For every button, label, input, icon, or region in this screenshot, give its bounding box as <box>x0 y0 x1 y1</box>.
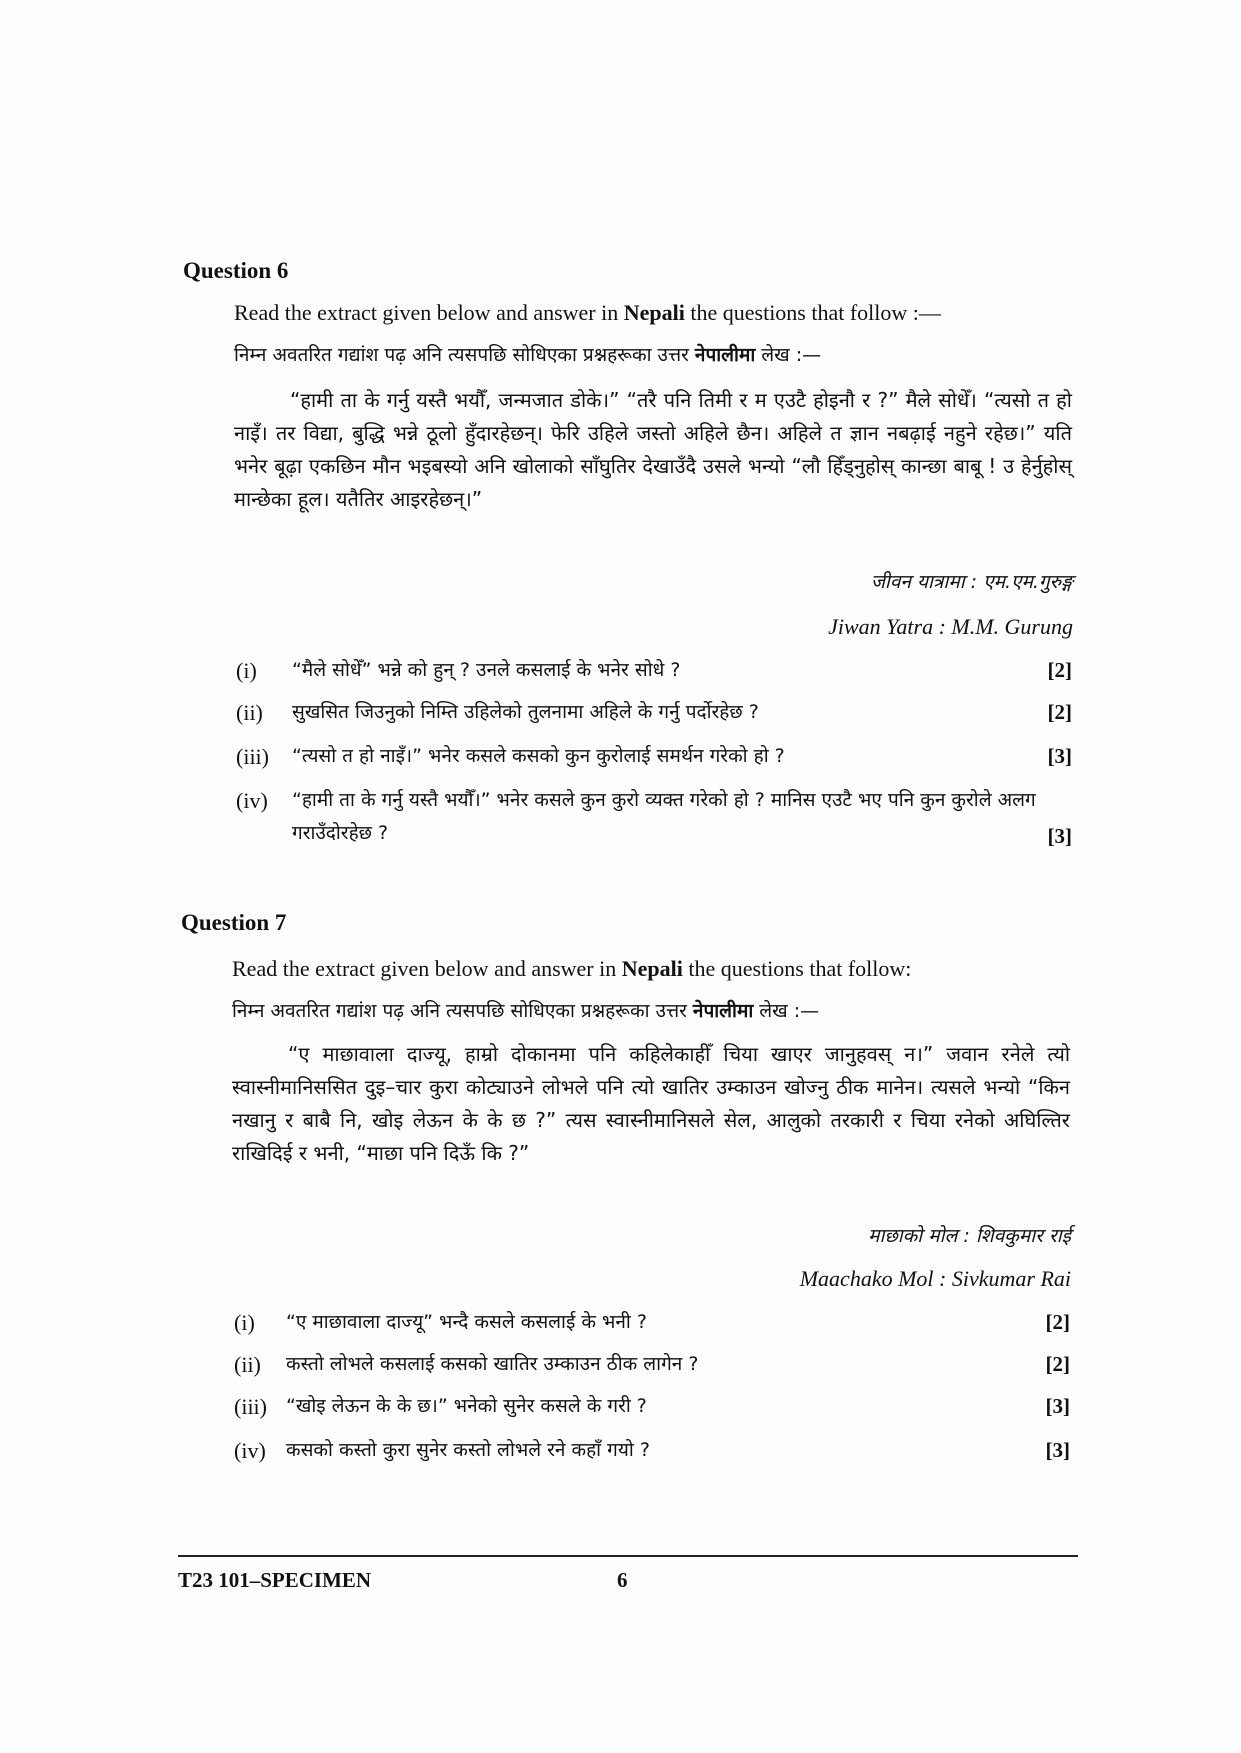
question-7-subquestion <box>234 1306 1070 1340</box>
question-6-subquestion <box>236 654 1072 688</box>
subquestion-text: कसको कस्तो कुरा सुनेर कस्तो लोभले रने कहाँ गयो ? <box>286 1439 650 1461</box>
subquestion-number: (i) <box>236 658 257 683</box>
footer-page-number: 6 <box>617 1568 628 1592</box>
subquestion-text: “हामी ता के गर्नु यस्तै भयौँ।” भनेर कसले कुन कुरो व्यक्त गरेको हो ? मानिस एउटै भए पनि कुन कुरोले अलग गराउँदोरहेछ ? <box>292 789 1036 844</box>
question-6-passage: “हामी ता के गर्नु यस्तै भयौँ, जन्मजात डोके।” “तरै पनि तिमी र म एउटै होइनौ र ?” मैले सोधेँ। “त्यसो त हो नाइँ। तर विद्या, बुद्धि भन्ने ठूलो हुँदारहेछन्। फेरि उहिले जस्तो अहिले छैन। अहिले त ज्ञान नबढ़ाई नहुने रहेछ।” यति भनेर बूढ़ा एकछिन मौन भइबस्यो अनि खोलाको साँघुतिर देखाउँदै उसले भन्यो “लौ हिँड्नुहोस् कान्छा बाबू ! उ हेर्नुहोस् मान्छेका हूल। यतैतिर आइरहेछन्।” <box>234 388 1072 511</box>
subquestion-marks: [2] <box>1045 1310 1070 1334</box>
subquestion-text: “ए माछावाला दाज्यू” भन्दै कसले कसलाई के भनी ? <box>286 1311 647 1333</box>
footer-specimen-code: T23 101–SPECIMEN <box>178 1568 372 1592</box>
subquestion-marks: [2] <box>1047 658 1072 682</box>
footer-rule <box>178 1555 1078 1557</box>
question-6-subquestion <box>236 696 1072 730</box>
question-7-credit-english: Maachako Mol : Sivkumar Rai <box>799 1266 1071 1291</box>
question-6-credit-english: Jiwan Yatra : M.M. Gurung <box>828 614 1073 639</box>
subquestion-marks: [3] <box>1047 824 1072 848</box>
subquestion-text: सुखसित जिउनुको निम्ति उहिलेको तुलनामा अहिले के गर्नु पर्दोरहेछ ? <box>292 701 759 723</box>
subquestion-text: “खोइ लेऊन के के छ।” भनेको सुनेर कसले के गरी ? <box>286 1395 647 1417</box>
subquestion-number: (i) <box>234 1310 255 1335</box>
subquestion-number: (iv) <box>236 788 268 813</box>
subquestion-marks: [3] <box>1045 1394 1070 1418</box>
subquestion-marks: [3] <box>1045 1438 1070 1462</box>
question-7-subquestion <box>234 1434 1070 1468</box>
question-6-instruction-en: Read the extract given below and answer in Nepali the questions that follow :— <box>234 300 941 325</box>
question-6-credit-nepali: जीवन यात्रामा : एम.एम.गुरुङ्ग <box>870 571 1073 593</box>
subquestion-number: (ii) <box>234 1352 261 1377</box>
subquestion-number: (ii) <box>236 700 263 725</box>
subquestion-text: कस्तो लोभले कसलाई कसको खातिर उम्काउन ठीक लागेन ? <box>286 1353 699 1375</box>
subquestion-number: (iv) <box>234 1438 266 1463</box>
question-7-subquestion <box>234 1348 1070 1382</box>
question-7-title: Question 7 <box>181 910 287 935</box>
subquestion-marks: [3] <box>1047 744 1072 768</box>
question-7-passage: “ए माछावाला दाज्यू, हाम्रो दोकानमा पनि कहिलेकाहीँ चिया खाएर जानुहवस् न।” जवान रनेले त्यो स्वास्नीमानिससित दुइ–चार कुरा कोट्याउने लोभले पनि त्यो खातिर उम्काउन खोज्नु ठीक मानेन। त्यसले भन्यो “किन नखानु र बाबै नि, खोइ लेऊन के के छ ?” त्यस स्वास्नीमानिसले सेल, आलुको तरकारी र चिया रनेको अघिल्तिर राखिदिई र भनी, “माछा पनि दिऊँ कि ?” <box>232 1042 1070 1165</box>
question-7-instruction-en: Read the extract given below and answer in Nepali the questions that follow: <box>232 956 912 981</box>
question-7-subquestion <box>234 1390 1070 1424</box>
subquestion-marks: [2] <box>1045 1352 1070 1376</box>
question-6-subquestion <box>236 740 1072 774</box>
subquestion-number: (iii) <box>236 744 269 769</box>
subquestion-number: (iii) <box>234 1394 267 1419</box>
question-6-subquestion <box>236 784 1072 854</box>
subquestion-marks: [2] <box>1047 700 1072 724</box>
question-6-title: Question 6 <box>183 258 289 283</box>
question-6-instruction-np: निम्न अवतरित गद्यांश पढ़ अनि त्यसपछि सोधिएका प्रश्नहरूका उत्तर नेपालीमा लेख :— <box>234 344 822 366</box>
subquestion-text: “मैले सोधेँ” भन्ने को हुन् ? उनले कसलाई के भनेर सोधे ? <box>292 659 681 681</box>
question-7-instruction-np: निम्न अवतरित गद्यांश पढ़ अनि त्यसपछि सोधिएका प्रश्नहरूका उत्तर नेपालीमा लेख :— <box>232 1000 820 1022</box>
question-7-credit-nepali: माछाको मोल : शिवकुमार राई <box>868 1225 1071 1247</box>
subquestion-text: “त्यसो त हो नाइँ।” भनेर कसले कसको कुन कुरोलाई समर्थन गरेको हो ? <box>292 745 785 767</box>
